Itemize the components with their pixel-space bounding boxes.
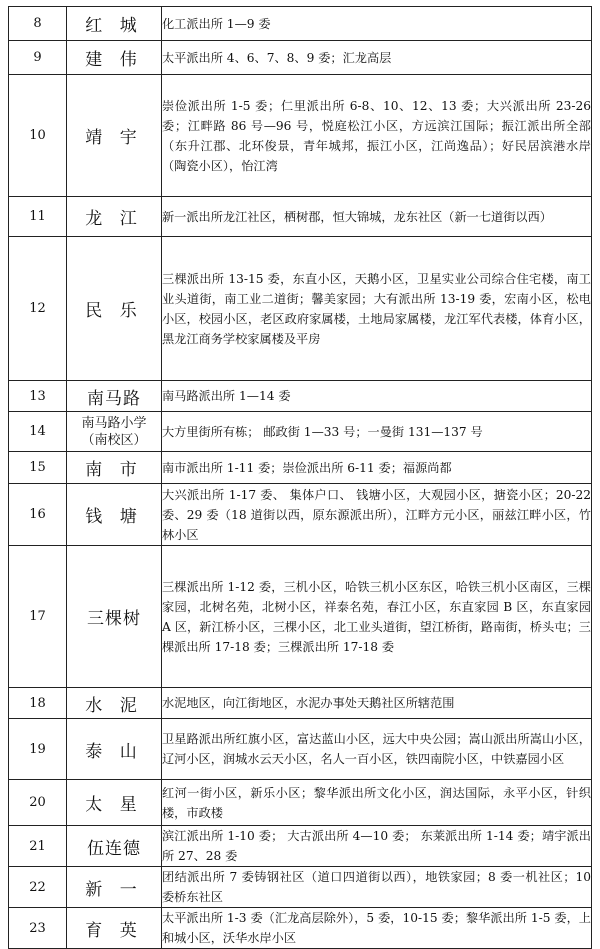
district-area-cell: 团结派出所 7 委铸钢社区（道口四道街以西），地铁家园；8 委一机社区；10 委桥东社区 [162, 867, 592, 908]
table-row [9, 826, 592, 867]
school-name-cell: 三棵树 [67, 546, 162, 688]
school-name-cell: 建 伟 [67, 41, 162, 75]
table-row [9, 688, 592, 719]
row-number-cell: 11 [9, 197, 67, 237]
district-area-cell: 红河一街小区，新乐小区；黎华派出所文化小区，润达国际，永平小区，针织楼，市政楼 [162, 780, 592, 826]
school-district-document [8, 6, 592, 949]
district-area-cell: 化工派出所 1—9 委 [162, 7, 592, 41]
row-number-cell: 17 [9, 546, 67, 688]
school-name-cell: 南马路小学 （南校区） [67, 412, 162, 452]
row-number-cell: 19 [9, 719, 67, 780]
school-name-cell: 靖 宇 [67, 75, 162, 197]
row-number-cell: 15 [9, 452, 67, 484]
table-row [9, 908, 592, 949]
table-row [9, 719, 592, 780]
table-row [9, 412, 592, 452]
district-area-cell: 三棵派出所 13-15 委，东直小区，天鹅小区，卫星实业公司综合住宅楼，南工业头道街，南工业二道街；馨美家园；大有派出所 13-19 委，宏南小区，松电小区，校园小区，老区政府家属楼，土地局家属楼，龙江军代表楼，体育小区，黑龙江商务学校家属楼及平房 [162, 237, 592, 381]
table-row [9, 197, 592, 237]
table-body [9, 7, 592, 949]
district-area-cell: 太平派出所 1-3 委（汇龙高层除外），5 委，10-15 委；黎华派出所 1-5 委，上和城小区，沃华水岸小区 [162, 908, 592, 949]
school-name-cell: 南马路 [67, 381, 162, 412]
district-area-cell: 崇俭派出所 1-5 委；仁里派出所 6-8、10、12、13 委；大兴派出所 23-26 委；江畔路 86 号—96 号，悦庭松江小区，方远滨江国际；振江派出所全部（东升江郡、北环俊景，青年城邦，振江小区，江尚逸品）；好民居滨港水岸（陶瓷小区），怡江湾 [162, 75, 592, 197]
school-name-cell: 水 泥 [67, 688, 162, 719]
district-area-cell: 三棵派出所 1-12 委，三机小区，哈铁三机小区东区，哈铁三机小区南区，三棵家园，北树名苑，北树小区，祥泰名苑，春江小区，东直家园 B 区，东直家园 A 区，新江桥小区，三棵小区，北工业头道街，望江桥街，路南街，桥头屯；三棵派出所 17-18 委；三棵派出所 17-18 委 [162, 546, 592, 688]
row-number-cell: 21 [9, 826, 67, 867]
school-name-cell: 新 一 [67, 867, 162, 908]
table-row [9, 7, 592, 41]
row-number-cell: 12 [9, 237, 67, 381]
table-row [9, 75, 592, 197]
school-name-cell: 伍连德 [67, 826, 162, 867]
school-name-cell: 南 市 [67, 452, 162, 484]
school-name-cell: 龙 江 [67, 197, 162, 237]
school-name-cell: 泰 山 [67, 719, 162, 780]
district-area-cell: 大方里街所有栋； 邮政街 1—33 号；一曼街 131—137 号 [162, 412, 592, 452]
row-number-cell: 22 [9, 867, 67, 908]
district-area-cell: 滨江派出所 1-10 委； 大古派出所 4—10 委； 东莱派出所 1-14 委；靖宇派出所 27、28 委 [162, 826, 592, 867]
row-number-cell: 13 [9, 381, 67, 412]
row-number-cell: 10 [9, 75, 67, 197]
school-name-cell: 太 星 [67, 780, 162, 826]
school-name-cell: 红 城 [67, 7, 162, 41]
table-row [9, 546, 592, 688]
row-number-cell: 18 [9, 688, 67, 719]
table-row [9, 780, 592, 826]
district-area-cell: 水泥地区，向江街地区，水泥办事处天鹅社区所辖范围 [162, 688, 592, 719]
row-number-cell: 23 [9, 908, 67, 949]
row-number-cell: 14 [9, 412, 67, 452]
district-area-cell: 太平派出所 4、6、7、8、9 委；汇龙高层 [162, 41, 592, 75]
row-number-cell: 20 [9, 780, 67, 826]
table-row [9, 452, 592, 484]
district-area-cell: 新一派出所龙江社区，栖树郡，恒大锦城，龙东社区（新一七道街以西） [162, 197, 592, 237]
table-row [9, 867, 592, 908]
school-name-cell: 民 乐 [67, 237, 162, 381]
row-number-cell: 8 [9, 7, 67, 41]
school-district-table [8, 6, 592, 949]
district-area-cell: 南市派出所 1-11 委；崇俭派出所 6-11 委；福源尚都 [162, 452, 592, 484]
district-area-cell: 大兴派出所 1-17 委、 集体户口、 钱塘小区，大观园小区，搪瓷小区；20-22 委、29 委（18 道街以西，原东源派出所），江畔方元小区，丽兹江畔小区，竹林小区 [162, 484, 592, 546]
row-number-cell: 16 [9, 484, 67, 546]
table-row [9, 484, 592, 546]
table-row [9, 237, 592, 381]
table-row [9, 381, 592, 412]
table-row [9, 41, 592, 75]
school-name-cell: 育 英 [67, 908, 162, 949]
district-area-cell: 卫星路派出所红旗小区，富达蓝山小区，远大中央公园；嵩山派出所嵩山小区，辽河小区，润城水云天小区，名人一百小区，铁四南院小区，中铁嘉园小区 [162, 719, 592, 780]
district-area-cell: 南马路派出所 1—14 委 [162, 381, 592, 412]
row-number-cell: 9 [9, 41, 67, 75]
school-name-cell: 钱 塘 [67, 484, 162, 546]
